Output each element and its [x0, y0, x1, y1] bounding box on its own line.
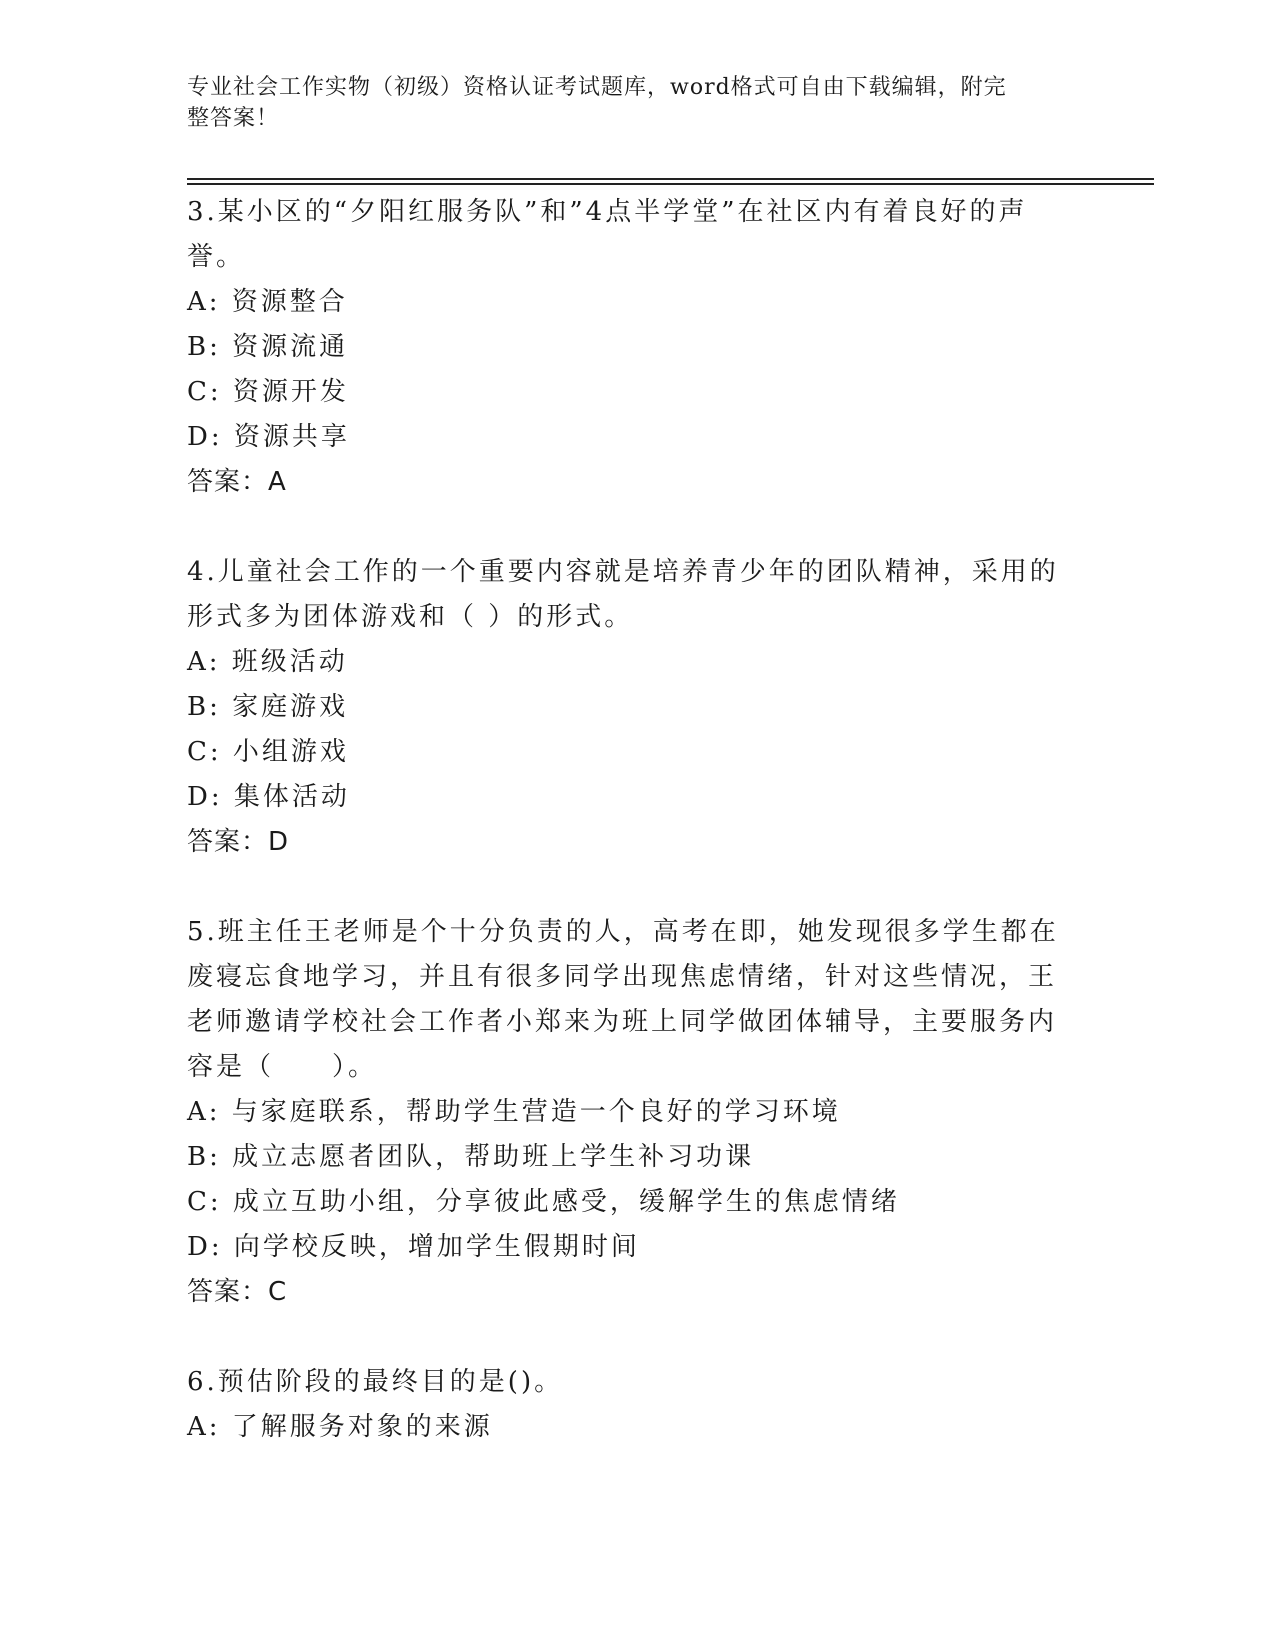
question-stem-line: 废寝忘食地学习，并且有很多同学出现焦虑情绪，针对这些情况，王: [187, 962, 1058, 992]
question-5: [187, 910, 1087, 1315]
answer-line: 答案：C: [187, 1277, 288, 1307]
question-4: [187, 550, 1087, 865]
option-b: B: 家庭游戏: [187, 692, 349, 722]
option-d: D: 集体活动: [187, 782, 350, 812]
option-b: B: 资源流通: [187, 332, 349, 362]
option-d: D: 向学校反映，增加学生假期时间: [187, 1232, 640, 1262]
question-stem-line: 老师邀请学校社会工作者小郑来为班上同学做团体辅导，主要服务内: [187, 1007, 1058, 1037]
option-a: A: 了解服务对象的来源: [187, 1412, 493, 1442]
question-stem-line: 4.儿童社会工作的一个重要内容就是培养青少年的团队精神，采用的: [187, 557, 1059, 587]
question-6: [187, 1360, 1087, 1450]
question-stem-line: 3.某小区的“夕阳红服务队”和”4点半学堂”在社区内有着良好的声: [187, 197, 1028, 227]
header-line-1: 专业社会工作实物（初级）资格认证考试题库，word格式可自由下载编辑，附完: [187, 75, 1007, 100]
question-stem-line: 誉。: [187, 242, 246, 272]
answer-line: 答案：D: [187, 827, 290, 857]
spacer: [187, 865, 1087, 910]
option-a: A: 资源整合: [187, 287, 348, 317]
option-c: C: 小组游戏: [187, 737, 349, 767]
spacer: [187, 505, 1087, 550]
question-stem-line: 形式多为团体游戏和（ ）的形式。: [187, 602, 634, 632]
option-a: A: 班级活动: [187, 647, 348, 677]
option-b: B: 成立志愿者团队，帮助班上学生补习功课: [187, 1142, 755, 1172]
question-list: [187, 190, 1087, 1450]
option-c: C: 资源开发: [187, 377, 349, 407]
option-d: D: 资源共享: [187, 422, 350, 452]
question-3: [187, 190, 1087, 505]
question-stem-line: 容是（ ）。: [187, 1052, 378, 1082]
answer-line: 答案：A: [187, 467, 287, 497]
question-stem-line: 6.预估阶段的最终目的是()。: [187, 1367, 564, 1397]
document-header: [187, 72, 1067, 134]
option-c: C: 成立互助小组，分享彼此感受，缓解学生的焦虑情绪: [187, 1187, 900, 1217]
question-stem-line: 5.班主任王老师是个十分负责的人，高考在即，她发现很多学生都在: [187, 917, 1059, 947]
option-a: A: 与家庭联系，帮助学生营造一个良好的学习环境: [187, 1097, 841, 1127]
header-rule-bottom: [187, 183, 1154, 185]
spacer: [187, 1315, 1087, 1360]
header-rule-top: [187, 178, 1154, 180]
header-line-2: 整答案！: [187, 106, 280, 131]
